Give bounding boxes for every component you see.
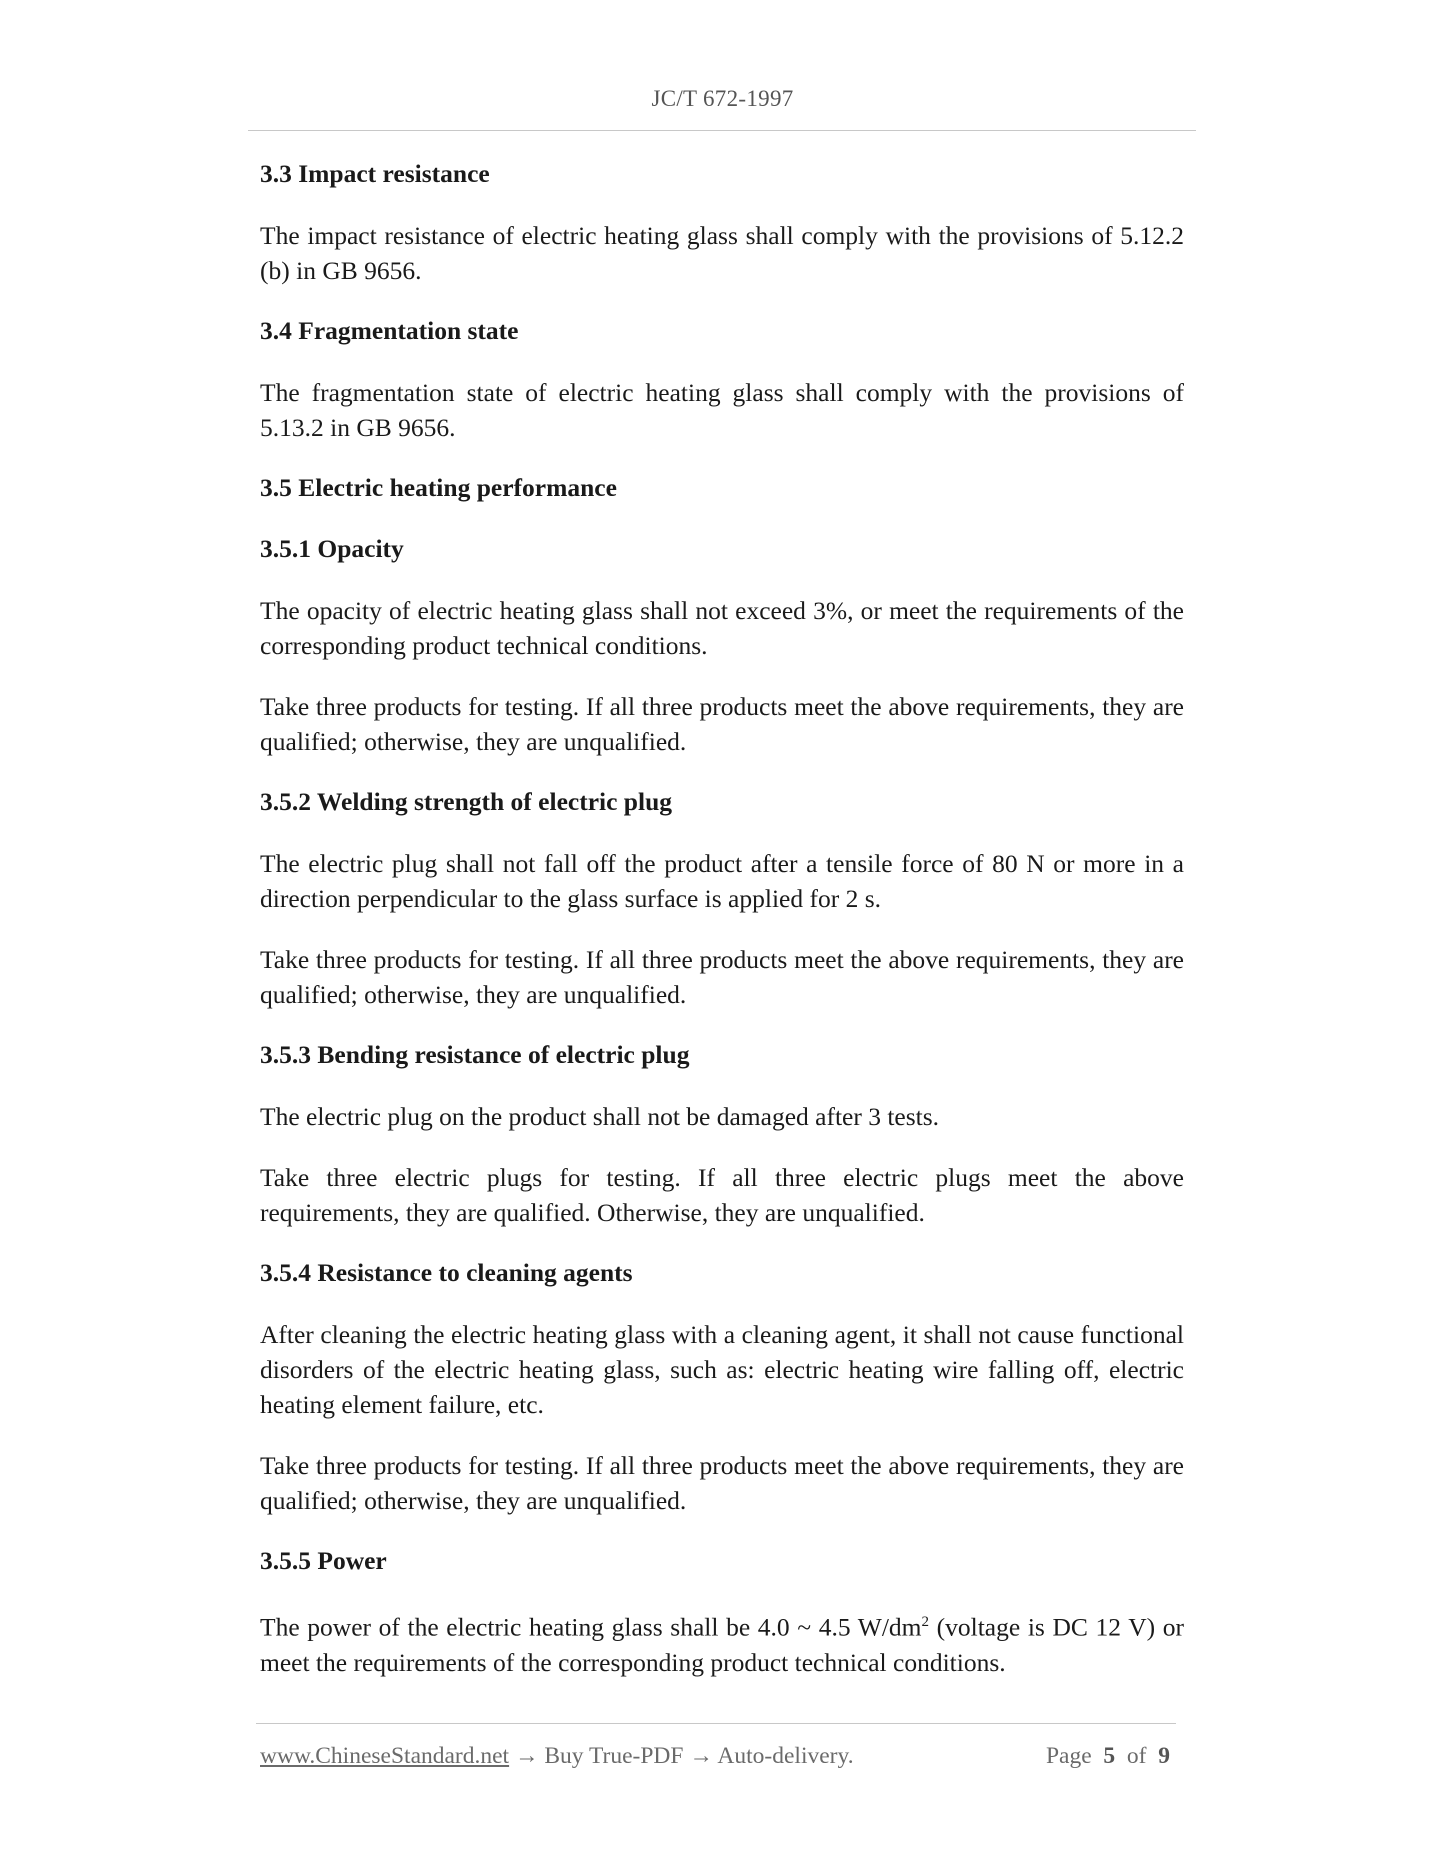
section-heading: 3.5.3 Bending resistance of electric plug xyxy=(260,1040,690,1069)
footer-divider xyxy=(256,1723,1176,1724)
section-paragraph: The electric plug on the product shall not be damaged after 3 tests. xyxy=(260,1102,940,1131)
page-footer xyxy=(260,1743,1170,1777)
power-text: The power of the electric heating glass shall be 4.0 ~ 4.5 W/dm xyxy=(260,1612,922,1642)
power-text-continued: (voltage is DC 12 V) or meet the requirements of the corresponding product technical conditions. xyxy=(260,1612,1184,1677)
page-indicator xyxy=(1046,1743,1170,1770)
section-heading: 3.5 Electric heating performance xyxy=(260,473,617,502)
page-total: 9 xyxy=(1158,1743,1170,1769)
section-heading: 3.3 Impact resistance xyxy=(260,159,490,188)
power-unit-exponent: 2 xyxy=(921,1614,930,1630)
section-3-5-1 xyxy=(260,532,1184,759)
section-paragraph: After cleaning the electric heating glass with a cleaning agent, it shall not cause functional disorders of the electric heating glass, such as: electric heating wire falling off, electric heating element failure, etc. xyxy=(260,1320,1184,1419)
section-paragraph: The fragmentation state of electric heating glass shall comply with the provisions of 5.13.2 in GB 9656. xyxy=(260,378,1184,442)
document-code-header: JC/T 672-1997 xyxy=(651,86,794,111)
page-number: 5 xyxy=(1103,1743,1116,1769)
arrow-right-icon: → xyxy=(514,1743,539,1769)
section-heading: 3.5.1 Opacity xyxy=(260,534,404,563)
section-paragraph: The electric plug shall not fall off the product after a tensile force of 80 N or more in a direction perpendicular to the glass surface is applied for 2 s. xyxy=(260,849,1184,913)
document-body xyxy=(260,157,1184,1706)
header-divider xyxy=(248,130,1196,131)
section-paragraph: Take three electric plugs for testing. If all three electric plugs meet the above requirements, they are qualified. Otherwise, they are unqualified. xyxy=(260,1163,1184,1227)
site-link[interactable]: www.ChineseStandard.net xyxy=(260,1743,510,1769)
section-3-5-4 xyxy=(260,1256,1184,1518)
footer-promo xyxy=(260,1743,854,1770)
section-paragraph: Take three products for testing. If all three products meet the above requirements, they are qualified; otherwise, they are unqualified. xyxy=(260,692,1184,756)
section-heading: 3.5.5 Power xyxy=(260,1546,387,1575)
section-heading: 3.4 Fragmentation state xyxy=(260,316,519,345)
section-paragraph: The impact resistance of electric heating glass shall comply with the provisions of 5.12.2 (b) in GB 9656. xyxy=(260,221,1184,285)
section-heading: 3.5.2 Welding strength of electric plug xyxy=(260,787,672,816)
section-paragraph: Take three products for testing. If all three products meet the above requirements, they are qualified; otherwise, they are unqualified. xyxy=(260,945,1184,1009)
section-3-5 xyxy=(260,471,1184,505)
section-heading: 3.5.4 Resistance to cleaning agents xyxy=(260,1258,633,1287)
auto-delivery-text: Auto-delivery. xyxy=(717,1743,854,1769)
section-3-5-3 xyxy=(260,1038,1184,1230)
section-3-4 xyxy=(260,314,1184,445)
page-label: Page xyxy=(1045,1743,1092,1769)
section-3-3 xyxy=(260,157,1184,288)
section-3-5-5 xyxy=(260,1544,1184,1680)
arrow-right-icon: → xyxy=(689,1743,713,1769)
section-3-5-2 xyxy=(260,785,1184,1012)
buy-pdf-text: Buy True-PDF xyxy=(544,1743,684,1769)
section-paragraph: The opacity of electric heating glass shall not exceed 3%, or meet the requirements of the corresponding product technical conditions. xyxy=(260,596,1184,660)
power-paragraph xyxy=(260,1605,1184,1680)
section-paragraph: Take three products for testing. If all three products meet the above requirements, they are qualified; otherwise, they are unqualified. xyxy=(260,1451,1184,1515)
of-label: of xyxy=(1126,1743,1147,1769)
